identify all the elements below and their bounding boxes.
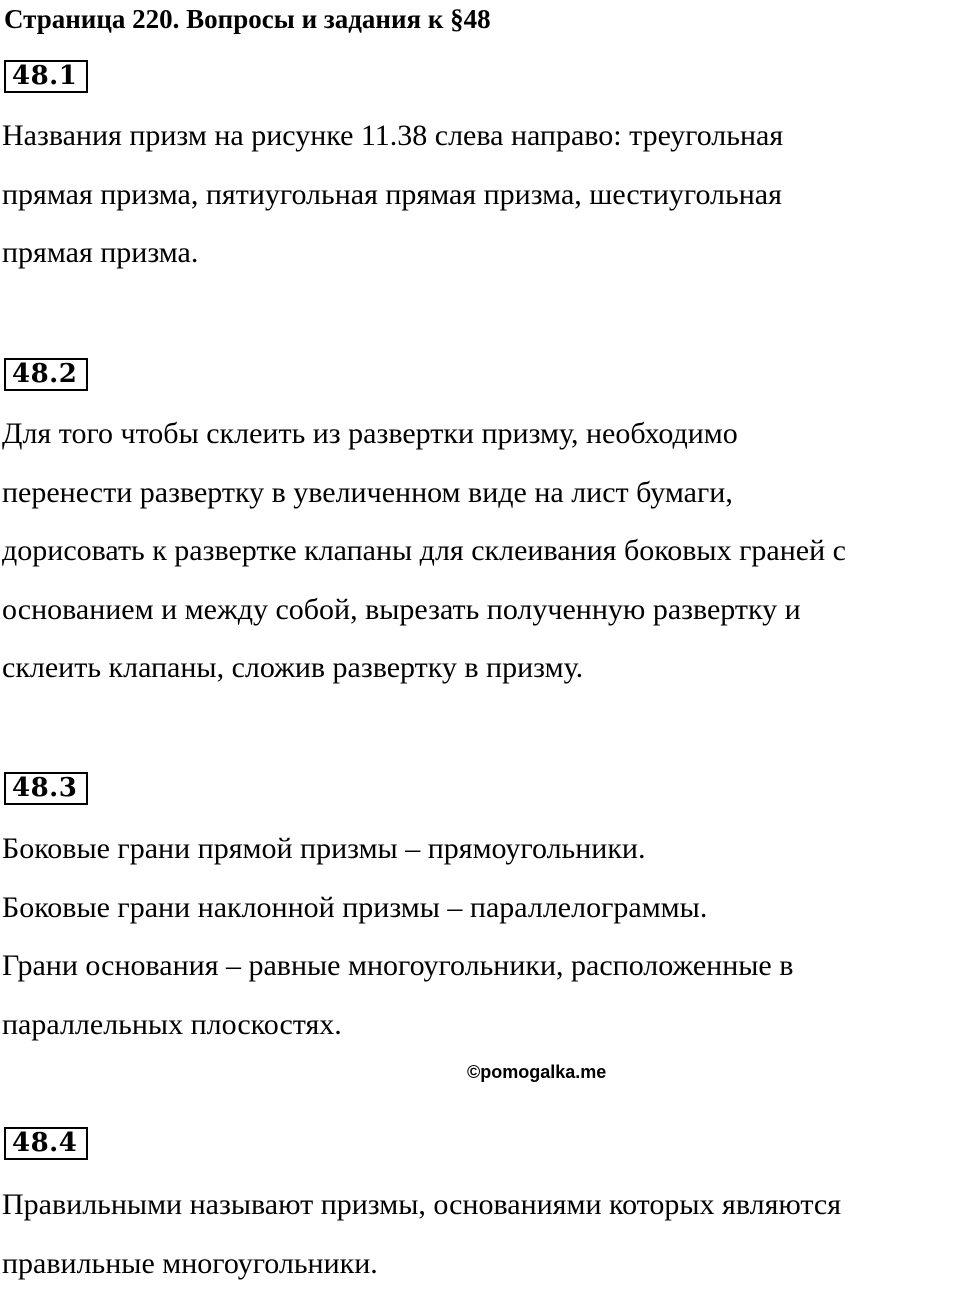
task-number-box: 48.4 [4,1127,88,1160]
text-line: склеить клапаны, сложив развертку в призму. [2,639,960,698]
text-line: прямая призма. [2,224,960,283]
task-number-box: 48.1 [4,60,88,93]
text-line: прямая призма, пятиугольная прямая призма, шестиугольная [2,166,960,225]
text-line: правильные многоугольники. [2,1235,960,1293]
text-line: Боковые грани наклонной призмы – параллелограммы. [2,879,960,938]
task-number-box: 48.2 [4,358,88,391]
text-line: Названия призм на рисунке 11.38 слева направо: треугольная [2,107,960,166]
task-number-box: 48.3 [4,772,88,805]
task-answer-text [2,405,960,698]
text-line: Боковые грани прямой призмы – прямоугольники. [2,820,960,879]
text-line: основанием и между собой, вырезать полученную развертку и [2,581,960,640]
text-line: Правильными называют призмы, основаниями которых являются [2,1176,960,1235]
task-answer-text [2,820,960,1054]
task-answer-text [2,1176,960,1293]
text-line: параллельных плоскостях. [2,996,960,1055]
text-line: перенести развертку в увеличенном виде на лист бумаги, [2,464,960,523]
page-title: Страница 220. Вопросы и задания к §48 [4,2,491,36]
task-answer-text [2,107,960,283]
watermark: ©pomogalka.me [467,1060,606,1084]
text-line: Для того чтобы склеить из развертки призму, необходимо [2,405,960,464]
text-line: дорисовать к развертке клапаны для склеивания боковых граней с [2,522,960,581]
text-line: Грани основания – равные многоугольники, расположенные в [2,937,960,996]
